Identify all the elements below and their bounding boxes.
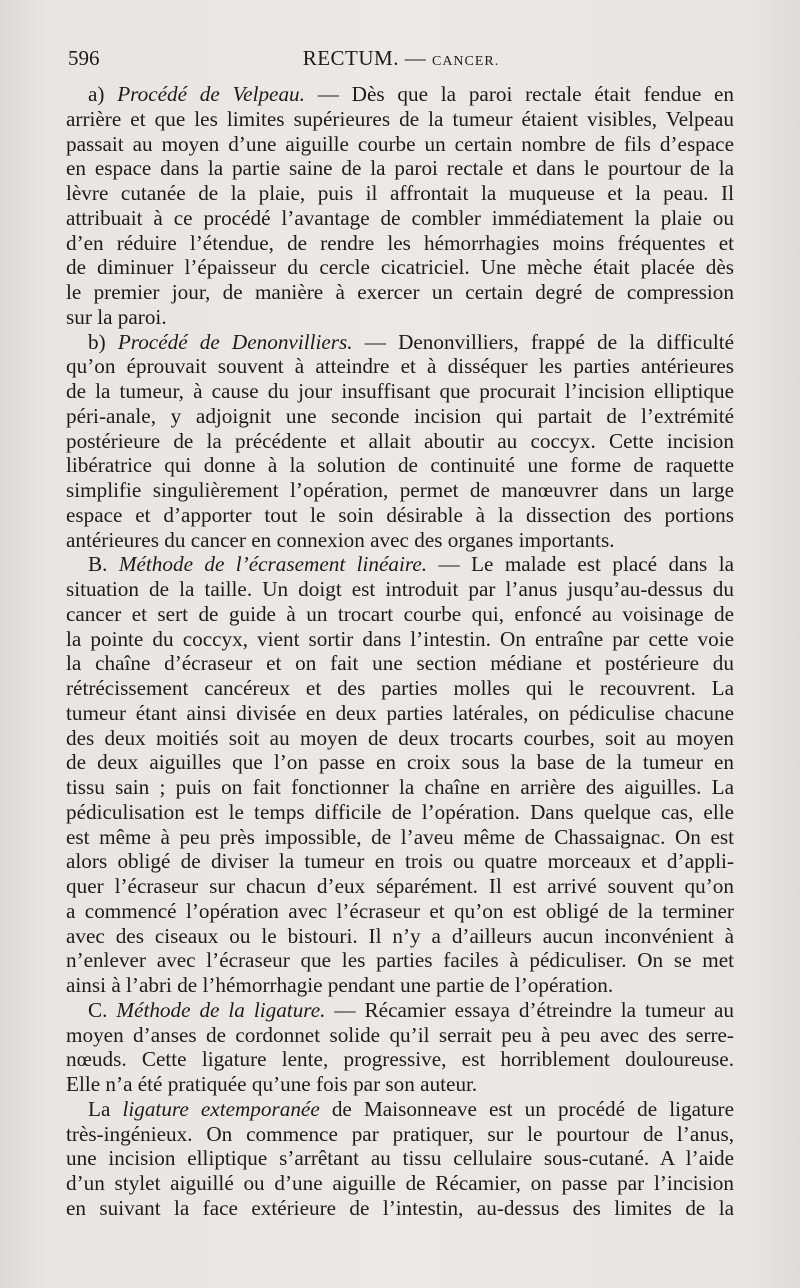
text-segment: très-ingénieux. On commence par pratiquer, sur le pourtour de l’anus,	[66, 1121, 734, 1146]
text-segment: B.	[88, 552, 119, 577]
text-segment: a)	[88, 82, 118, 106]
text-segment: arrière et que les limites supérieures de la tumeur étaient visibles, Velpeau	[66, 106, 734, 131]
text-segment: C.	[88, 997, 117, 1022]
text-line	[66, 1023, 734, 1048]
text-segment: moyen d’anses de cordonnet solide qu’il serrait peu à peu avec des serre-	[66, 1022, 734, 1047]
text-line	[66, 1122, 734, 1147]
text-segment: quer l’écraseur sur chacun d’eux séparément. Il est arrivé souvent qu’on	[66, 874, 734, 898]
italic-heading: Procédé de Velpeau.	[117, 82, 305, 106]
text-line	[66, 132, 734, 157]
italic-heading: Méthode de la ligature.	[116, 997, 326, 1022]
body-text	[66, 82, 734, 1221]
text-segment: la chaîne d’écraseur et on fait une section médiane et postérieure du	[66, 651, 734, 676]
text-segment: d’un stylet aiguillé ou d’une aiguille de Récamier, on passe par l’incision	[66, 1171, 734, 1195]
text-line	[66, 676, 734, 701]
text-segment: — Le malade est placé dans la	[427, 552, 734, 577]
text-line	[66, 354, 734, 379]
text-line	[66, 107, 734, 132]
text-segment: n’enlever avec l’écraseur que les parties faciles à pédiculiser. On se met	[66, 948, 734, 973]
text-line	[66, 453, 734, 478]
text-segment: espace et d’apporter tout le soin désirable à la dissection des portions	[66, 502, 734, 527]
text-segment: péri-anale, y adjoignit une seconde incision qui partait de l’extrémité	[66, 403, 734, 428]
text-line	[66, 627, 734, 652]
text-segment: une incision elliptique s’arrêtant au tissu cellulaire sous-cutané. A l’aide	[66, 1146, 734, 1171]
text-line	[66, 528, 734, 553]
text-line	[66, 231, 734, 256]
text-segment: passait au moyen d’une aiguille courbe un certain nombre de fils d’espace	[66, 131, 734, 156]
text-line	[66, 948, 734, 973]
text-segment: alors obligé de diviser la tumeur en trois ou quatre morceaux et d’appli-	[66, 849, 734, 874]
text-line	[66, 181, 734, 206]
text-segment: sur la paroi.	[66, 304, 167, 329]
text-segment: cancer et sert de guide à un trocart courbe qui, enfoncé au voisinage de	[66, 601, 734, 626]
text-segment: avec des ciseaux ou le bistouri. Il n’y a d’ailleurs aucun inconvénient à	[66, 923, 734, 948]
text-segment: la pointe du coccyx, vient sortir dans l’intestin. On entraîne par cette voie	[66, 626, 734, 651]
text-segment: attribuait à ce procédé l’avantage de combler immédiatement la plaie ou	[66, 205, 734, 230]
text-line	[66, 503, 734, 528]
text-segment: est même à peu près impossible, de l’aveu même de Chassaignac. On est	[66, 824, 734, 849]
text-segment: tissu sain ; puis on fait fonctionner la chaîne en arrière des aiguilles. La	[66, 775, 734, 799]
page-number: 596	[68, 46, 100, 70]
text-line	[66, 478, 734, 503]
italic-heading: Procédé de Denonvilliers.	[117, 329, 353, 354]
running-title-main: RECTUM.	[302, 46, 399, 70]
running-header	[68, 46, 734, 76]
text-segment: nœuds. Cette ligature lente, progressive, est horriblement douloureuse.	[66, 1047, 734, 1072]
text-segment: ainsi à l’abri de l’hémorrhagie pendant une partie de l’opération.	[66, 973, 614, 997]
text-segment: postérieure de la précédente et allait aboutir au coccyx. Cette incision	[66, 428, 734, 453]
text-line	[66, 651, 734, 676]
text-line	[66, 552, 734, 577]
text-segment: de deux aiguilles que l’on passe en croix sous la base de la tumeur en	[66, 750, 734, 775]
text-segment: La	[88, 1096, 123, 1121]
text-line	[66, 825, 734, 850]
text-line	[66, 750, 734, 775]
text-segment: a commencé l’opération avec l’écraseur et qu’on est obligé de la terminer	[66, 898, 734, 923]
running-title-sub: CANCER.	[431, 54, 500, 69]
text-line	[66, 206, 734, 231]
text-segment: — Denonvilliers, frappé de la difficulté	[352, 329, 734, 354]
text-line	[66, 800, 734, 825]
text-segment: lèvre cutanée de la plaie, puis il affrontait la muqueuse et la peau. Il	[66, 181, 734, 205]
text-line	[66, 998, 734, 1023]
text-segment: des deux moitiés soit au moyen de deux trocarts courbes, soit au moyen	[66, 725, 734, 750]
text-segment: Elle n’a été pratiquée qu’une fois par son auteur.	[66, 1072, 478, 1096]
text-line	[66, 255, 734, 280]
text-segment: en espace dans la partie saine de la paroi rectale et dans le pourtour de la	[66, 156, 734, 181]
text-segment: tumeur étant ainsi divisée en deux parties latérales, on pédiculise chacune	[66, 700, 734, 725]
text-segment: pédiculisation est le temps difficile de l’opération. Dans quelque cas, elle	[66, 799, 734, 824]
running-title	[68, 46, 734, 71]
text-segment: libératrice qui donne à la solution de continuité une forme de raquette	[66, 453, 734, 478]
text-segment: de la tumeur, à cause du jour insuffisant que procurait l’incision elliptique	[66, 379, 734, 403]
text-line	[66, 1072, 734, 1097]
text-line	[66, 1171, 734, 1196]
text-segment: de Maisonneave est un procédé de ligature	[319, 1096, 734, 1121]
text-line	[66, 404, 734, 429]
text-segment: situation de la taille. Un doigt est introduit par l’anus jusqu’au-dessus du	[66, 577, 734, 601]
text-segment: le premier jour, de manière à exercer un certain degré de compression	[66, 280, 734, 304]
italic-heading: ligature extemporanée	[122, 1096, 320, 1121]
text-line	[66, 775, 734, 800]
text-line	[66, 330, 734, 355]
text-segment: en suivant la face extérieure de l’intestin, au-dessus des limites de la	[66, 1195, 734, 1220]
text-line	[66, 924, 734, 949]
text-line	[66, 899, 734, 924]
text-segment: simplifie singulièrement l’opération, permet de manœuvrer dans un large	[66, 478, 734, 502]
text-line	[66, 1146, 734, 1171]
text-line	[66, 156, 734, 181]
text-line	[66, 305, 734, 330]
text-line	[66, 429, 734, 454]
text-segment: b)	[88, 329, 118, 354]
text-segment: de diminuer l’épaisseur du cercle cicatriciel. Une mèche était placée dès	[66, 255, 734, 280]
text-line	[66, 280, 734, 305]
text-segment: d’en réduire l’étendue, de rendre les hémorrhagies moins fréquentes et	[66, 230, 734, 255]
text-line	[66, 973, 734, 998]
text-segment: antérieures du cancer en connexion avec des organes importants.	[66, 527, 615, 552]
italic-heading: Méthode de l’écrasement linéaire.	[118, 552, 428, 577]
text-segment: — Dès que la paroi rectale était fendue en	[304, 82, 734, 106]
text-line	[66, 1196, 734, 1221]
text-line	[66, 701, 734, 726]
text-line	[66, 577, 734, 602]
text-line	[66, 849, 734, 874]
text-segment: qu’on éprouvait souvent à atteindre et à disséquer les parties antérieures	[66, 354, 734, 379]
text-segment: rétrécissement cancéreux et des parties molles qui le recouvrent. La	[66, 676, 734, 700]
text-line	[66, 82, 734, 107]
text-line	[66, 1047, 734, 1072]
text-line	[66, 379, 734, 404]
text-line	[66, 874, 734, 899]
text-line	[66, 726, 734, 751]
text-line	[66, 602, 734, 627]
text-segment: — Récamier essaya d’étreindre la tumeur au	[325, 997, 734, 1022]
running-title-dash: —	[398, 46, 432, 70]
text-line	[66, 1097, 734, 1122]
